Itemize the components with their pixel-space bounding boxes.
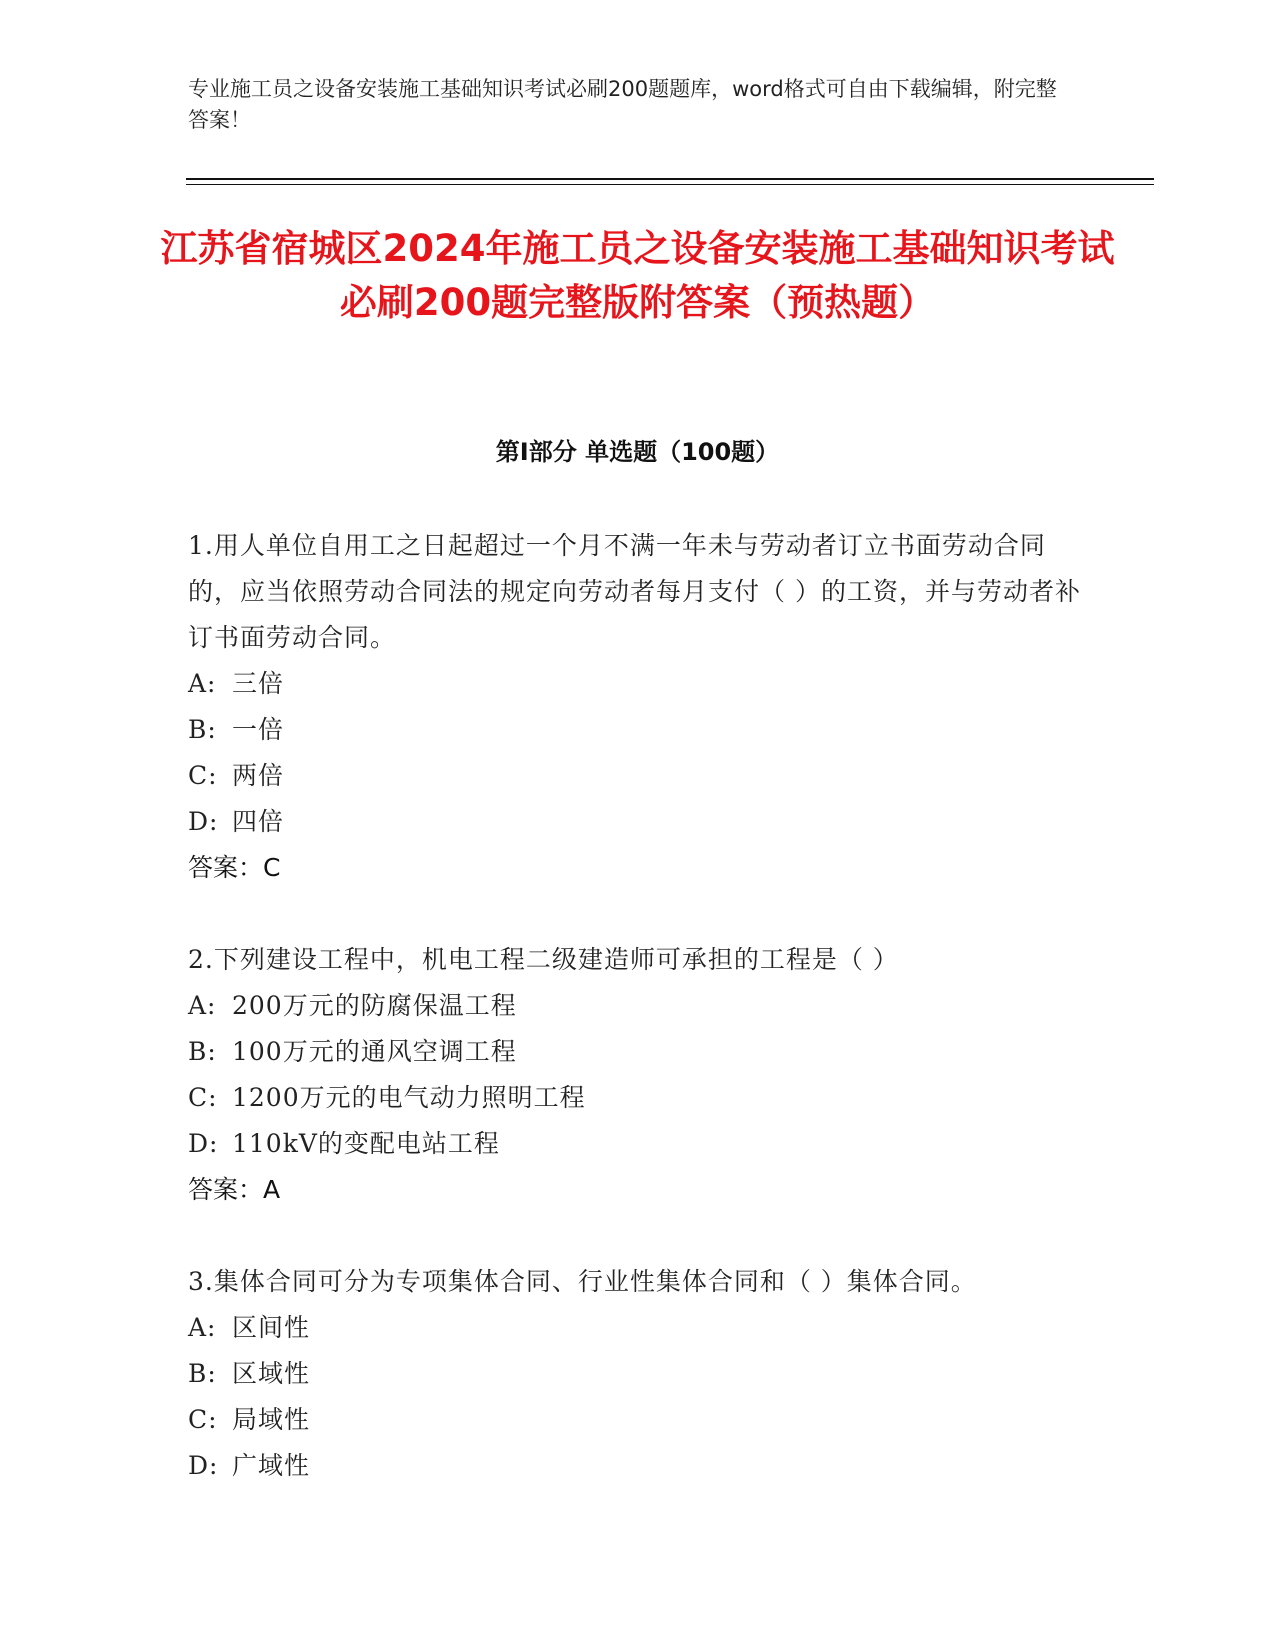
option-c — [188, 1075, 1088, 1121]
header-divider-thin — [186, 184, 1154, 185]
option-text: 1200万元的电气动力照明工程 — [232, 1083, 586, 1112]
part-heading: 第I部分 单选题（100题） — [495, 438, 780, 466]
answer-line — [188, 1167, 1088, 1213]
question-number: 1. — [188, 531, 214, 560]
option-letter: C: — [188, 1405, 218, 1434]
question-stem — [188, 523, 1088, 661]
option-text: 110kV的变配电站工程 — [232, 1129, 500, 1158]
option-text: 区域性 — [232, 1359, 311, 1388]
header-note: 专业施工员之设备安装施工基础知识考试必刷200题题库，word格式可自由下载编辑，附完整答案！ — [188, 77, 1057, 132]
option-d — [188, 1443, 1088, 1489]
header-divider-thick — [186, 178, 1154, 180]
option-text: 一倍 — [232, 715, 285, 744]
option-b — [188, 1029, 1088, 1075]
option-c — [188, 753, 1088, 799]
option-text: 200万元的防腐保温工程 — [232, 991, 517, 1020]
option-text: 广域性 — [232, 1451, 311, 1480]
answer-label: 答案： — [188, 853, 264, 882]
option-a — [188, 661, 1088, 707]
document-title: 江苏省宿城区2024年施工员之设备安装施工基础知识考试必刷200题完整版附答案（预热题） — [160, 227, 1115, 324]
option-b — [188, 707, 1088, 753]
option-text: 两倍 — [232, 761, 285, 790]
answer-value: A — [263, 1175, 281, 1204]
option-letter: C: — [188, 1083, 218, 1112]
question-number: 3. — [188, 1267, 214, 1296]
answer-line — [188, 845, 1088, 891]
option-text: 四倍 — [232, 807, 285, 836]
option-text: 局域性 — [232, 1405, 311, 1434]
option-letter: A: — [188, 1313, 217, 1342]
option-d — [188, 799, 1088, 845]
option-letter: A: — [188, 991, 217, 1020]
question-text: 用人单位自用工之日起超过一个月不满一年未与劳动者订立书面劳动合同的，应当依照劳动合同法的规定向劳动者每月支付（ ）的工资，并与劳动者补订书面劳动合同。 — [188, 531, 1081, 652]
question-text: 下列建设工程中，机电工程二级建造师可承担的工程是（ ） — [213, 945, 899, 974]
question-text: 集体合同可分为专项集体合同、行业性集体合同和（ ）集体合同。 — [213, 1267, 977, 1296]
option-letter: B: — [188, 715, 217, 744]
option-letter: B: — [188, 1359, 217, 1388]
option-text: 100万元的通风空调工程 — [232, 1037, 517, 1066]
option-c — [188, 1397, 1088, 1443]
option-letter: D: — [188, 807, 219, 836]
option-d — [188, 1121, 1088, 1167]
answer-label: 答案： — [188, 1175, 264, 1204]
option-text: 区间性 — [232, 1313, 311, 1342]
option-text: 三倍 — [232, 669, 285, 698]
option-letter: A: — [188, 669, 217, 698]
option-letter: D: — [188, 1129, 219, 1158]
question-3 — [188, 1259, 1088, 1489]
question-2 — [188, 937, 1088, 1213]
question-number: 2. — [188, 945, 214, 974]
question-stem — [188, 937, 1088, 983]
option-a — [188, 983, 1088, 1029]
question-list — [188, 523, 1088, 1535]
question-1 — [188, 523, 1088, 891]
option-b — [188, 1351, 1088, 1397]
option-letter: D: — [188, 1451, 219, 1480]
question-stem — [188, 1259, 1088, 1305]
answer-value: C — [263, 853, 281, 882]
option-letter: C: — [188, 761, 218, 790]
option-a — [188, 1305, 1088, 1351]
option-letter: B: — [188, 1037, 217, 1066]
